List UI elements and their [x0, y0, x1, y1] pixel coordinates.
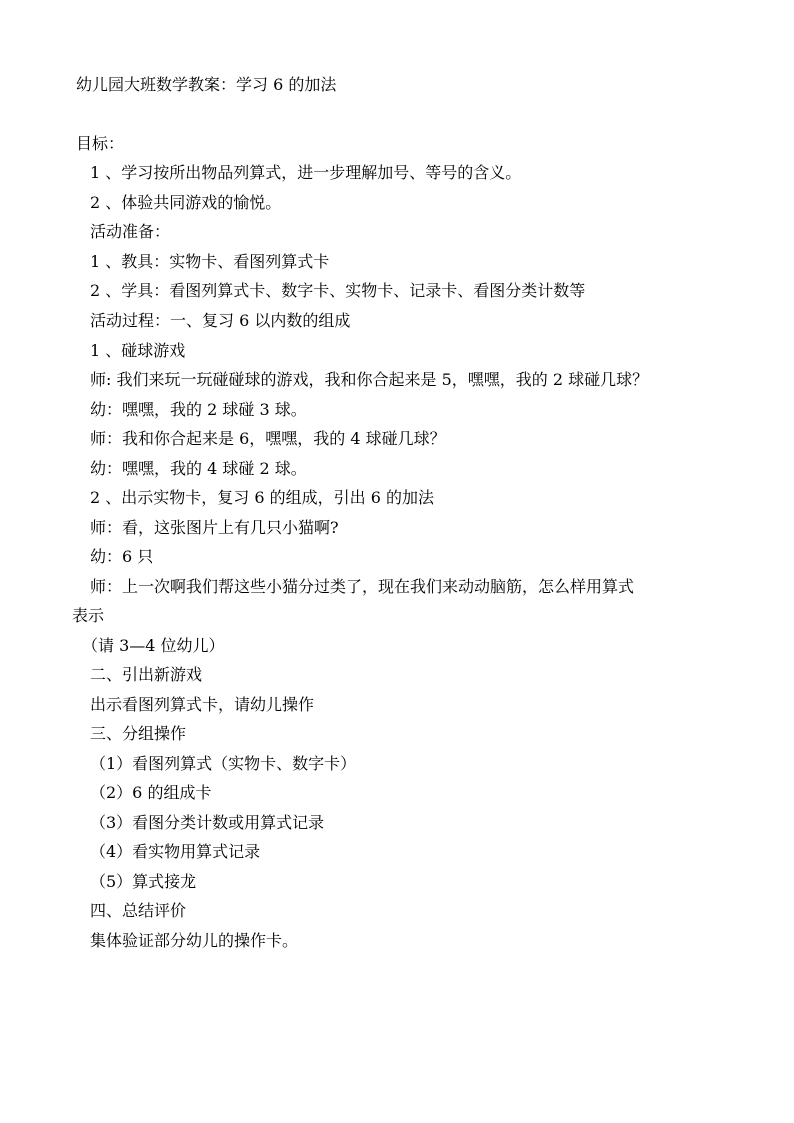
dialog-line-6: 幼：6 只	[90, 547, 154, 566]
document-title: 幼儿园大班数学教案：学习 6 的加法	[76, 75, 337, 94]
group-item-3: （3）看图分类计数或用算式记录	[90, 813, 325, 832]
prep-item-1: 1 、教具：实物卡、看图列算式卡	[90, 252, 330, 271]
section-3-heading: 三、分组操作	[90, 724, 187, 743]
dialog-line-5: 师：看，这张图片上有几只小猫啊?	[90, 518, 339, 537]
dialog-line-3: 师：我和你合起来是 6，嘿嘿，我的 4 球碰几球？	[90, 429, 446, 448]
step-2: 2 、出示实物卡，复习 6 的组成，引出 6 的加法	[90, 488, 434, 507]
prep-heading: 活动准备：	[90, 222, 171, 241]
goals-heading: 目标：	[76, 134, 125, 153]
group-item-5: （5）算式接龙	[90, 872, 197, 891]
group-item-4: （4）看实物用算式记录	[90, 842, 261, 861]
section-2-text: 出示看图列算式卡，请幼儿操作	[90, 695, 315, 714]
group-item-1: （1）看图列算式（实物卡、数字卡）	[90, 754, 357, 773]
goal-item-2: 2 、体验共同游戏的愉悦。	[90, 193, 282, 212]
dialog-line-7a: 师：上一次啊我们帮这些小猫分过类了，现在我们来动动脑筋，怎么样用算式	[90, 577, 635, 596]
section-4-text: 集体验证部分幼儿的操作卡。	[90, 931, 299, 950]
section-2-heading: 二、引出新游戏	[90, 665, 203, 684]
step-1: 1 、碰球游戏	[90, 341, 186, 360]
dialog-line-2: 幼：嘿嘿，我的 2 球碰 3 球。	[90, 400, 307, 419]
dialog-line-7b: 表示	[72, 606, 105, 625]
dialog-line-1: 师: 我们来玩一玩碰碰球的游戏，我和你合起来是 5，嘿嘿，我的 2 球碰几球？	[90, 370, 649, 389]
note: （请 3—4 位幼儿）	[82, 636, 225, 655]
prep-item-2: 2 、学具：看图列算式卡、数字卡、实物卡、记录卡、看图分类计数等	[90, 281, 586, 300]
section-4-heading: 四、总结评价	[90, 901, 187, 920]
dialog-line-4: 幼：嘿嘿，我的 4 球碰 2 球。	[90, 459, 307, 478]
process-heading: 活动过程：一、复习 6 以内数的组成	[90, 311, 351, 330]
group-item-2: （2）6 的组成卡	[90, 783, 212, 802]
goal-item-1: 1 、学习按所出物品列算式，进一步理解加号、等号的含义。	[90, 163, 522, 182]
